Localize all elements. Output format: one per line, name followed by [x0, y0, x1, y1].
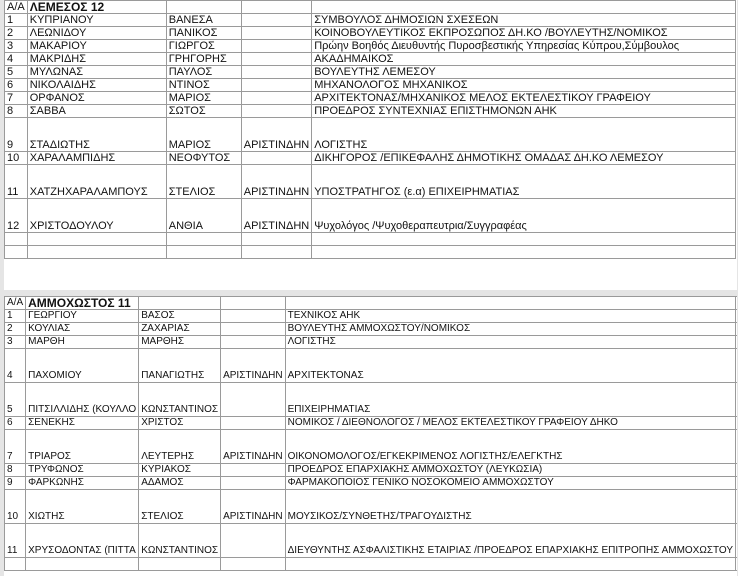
table-row [5, 464, 738, 477]
empty-cell[interactable] [736, 430, 737, 464]
empty-cell[interactable] [166, 1, 241, 14]
note-cell[interactable]: ΑΡΙΣΤΙΝΔΗΝ [241, 165, 311, 199]
surname-cell[interactable]: ΟΡΦΑΝΟΣ [27, 92, 166, 105]
empty-cell[interactable] [736, 310, 737, 323]
table-row [5, 79, 736, 92]
empty-cell[interactable] [736, 524, 737, 558]
table-row [5, 53, 736, 66]
note-cell[interactable] [241, 40, 311, 53]
empty-cell[interactable] [5, 558, 26, 571]
index-column-header[interactable]: Α/Α [5, 297, 26, 310]
note-cell[interactable] [221, 383, 286, 417]
occupation-cell[interactable]: ΠΡΟΕΔΡΟΣ ΣΥΝΤΕΧΝΙΑΣ ΕΠΙΣΤΗΜΟΝΩΝ ΑΗΚ [312, 105, 736, 118]
row-number-cell[interactable]: 5 [5, 383, 26, 417]
table-row [5, 92, 736, 105]
note-cell[interactable] [241, 27, 311, 40]
candidates-table-ammochostos [4, 296, 737, 571]
table-row [5, 323, 738, 336]
occupation-cell[interactable]: Πρώην Βοηθός Διευθυντής Πυροσβεστικής Υπηρεσίας Κύπρου,Σύμβουλος [312, 40, 736, 53]
note-cell[interactable] [241, 53, 311, 66]
row-number-cell[interactable]: 7 [5, 430, 26, 464]
empty-cell[interactable] [736, 383, 737, 417]
first-name-cell[interactable]: ΝΤΙΝΟΣ [166, 79, 241, 92]
occupation-cell[interactable]: ΣΥΜΒΟΥΛΟΣ ΔΗΜΟΣΙΩΝ ΣΧΕΣΕΩΝ [312, 14, 736, 27]
surname-cell[interactable]: ΚΥΠΡΙΑΝΟΥ [27, 14, 166, 27]
occupation-cell[interactable]: ΛΟΓΙΣΤΗΣ [312, 118, 736, 152]
note-cell[interactable] [221, 524, 286, 558]
occupation-cell[interactable]: ΑΚΑΔΗΜΑΙΚΟΣ [312, 53, 736, 66]
row-number-cell[interactable]: 4 [5, 349, 26, 383]
surname-cell[interactable]: ΝΙΚΟΛΑΙΔΗΣ [27, 79, 166, 92]
first-name-cell[interactable]: ΒΑΝΕΣΑ [166, 14, 241, 27]
empty-row [5, 246, 736, 259]
empty-cell[interactable] [312, 1, 736, 14]
table-row [5, 310, 738, 323]
first-name-cell[interactable]: ΑΝΘΙΑ [166, 199, 241, 233]
note-cell[interactable] [241, 152, 311, 165]
occupation-cell[interactable]: ΑΡΧΙΤΕΚΤΟΝΑΣ/ΜΗΧΑΝΙΚΟΣ ΜΕΛΟΣ ΕΚΤΕΛΕΣΤΙΚΟΥ ΓΡΑΦΕΙΟΥ [312, 92, 736, 105]
occupation-cell[interactable]: ΒΟΥΛΕΥΤΗΣ ΑΜΜΟΧΩΣΤΟΥ/ΝΟΜΙΚΟΣ [285, 323, 735, 336]
occupation-cell[interactable]: ΜΟΥΣΙΚΟΣ/ΣΥΝΘΕΤΗΣ/ΤΡΑΓΟΥΔΙΣΤΗΣ [285, 490, 735, 524]
row-number-cell[interactable]: 10 [5, 490, 26, 524]
table-row [5, 118, 736, 152]
surname-cell[interactable]: ΛΕΩΝΙΔΟΥ [27, 27, 166, 40]
surname-cell[interactable]: ΠΙΤΣΙΛΛΙΔΗΣ (ΚΟΥΛΛΟ [26, 383, 139, 417]
table-row [5, 165, 736, 199]
empty-cell[interactable] [736, 336, 737, 349]
first-name-cell[interactable]: ΒΑΣΟΣ [139, 310, 221, 323]
first-name-cell[interactable]: ΖΑΧΑΡΙΑΣ [139, 323, 221, 336]
empty-cell[interactable] [139, 297, 221, 310]
occupation-cell[interactable]: ΟΙΚΟΝΟΜΟΛΟΓΟΣ/ΕΓΚΕΚΡΙΜΕΝΟΣ ΛΟΓΙΣΤΗΣ/ΕΛΕΓΚΤΗΣ [285, 430, 735, 464]
occupation-cell[interactable]: ΒΟΥΛΕΥΤΗΣ ΛΕΜΕΣΟΥ [312, 66, 736, 79]
surname-cell[interactable]: ΚΟΥΛΙΑΣ [26, 323, 139, 336]
first-name-cell[interactable]: ΓΡΗΓΟΡΗΣ [166, 53, 241, 66]
empty-row [5, 558, 738, 571]
surname-cell[interactable]: ΜΑΚΑΡΙΟΥ [27, 40, 166, 53]
surname-cell[interactable]: ΧΡΥΣΟΔΟΝΤΑΣ (ΠΙΤΤΑ [26, 524, 139, 558]
row-number-cell[interactable]: 5 [5, 66, 28, 79]
row-number-cell[interactable]: 8 [5, 105, 28, 118]
row-number-cell[interactable]: 3 [5, 336, 26, 349]
empty-cell[interactable] [241, 1, 311, 14]
occupation-cell[interactable]: ΑΡΧΙΤΕΚΤΟΝΑΣ [285, 349, 735, 383]
empty-cell[interactable] [285, 297, 735, 310]
surname-cell[interactable]: ΜΑΡΘΗ [26, 336, 139, 349]
row-number-cell[interactable]: 10 [5, 152, 28, 165]
header-row [5, 297, 738, 310]
row-number-cell[interactable]: 9 [5, 477, 26, 490]
empty-cell[interactable] [166, 233, 241, 246]
empty-cell[interactable] [736, 490, 737, 524]
empty-cell[interactable] [736, 297, 737, 310]
surname-cell[interactable]: ΦΑΡΚΩΝΗΣ [26, 477, 139, 490]
empty-cell[interactable] [736, 477, 737, 490]
empty-cell[interactable] [5, 246, 28, 259]
surname-cell[interactable]: ΧΑΡΑΛΑΜΠΙΔΗΣ [27, 152, 166, 165]
table-row [5, 199, 736, 233]
empty-cell[interactable] [312, 246, 736, 259]
note-cell[interactable]: ΑΡΙΣΤΙΝΔΗΝ [221, 349, 286, 383]
table-row [5, 27, 736, 40]
empty-cell[interactable] [27, 246, 166, 259]
surname-cell[interactable]: ΣΕΝΕΚΗΣ [26, 417, 139, 430]
surname-cell[interactable]: ΤΡΙΑΡΟΣ [26, 430, 139, 464]
occupation-cell[interactable]: ΤΕΧΝΙΚΟΣ ΑΗΚ [285, 310, 735, 323]
table-row [5, 152, 736, 165]
first-name-cell[interactable]: ΑΔΑΜΟΣ [139, 477, 221, 490]
empty-cell[interactable] [26, 558, 139, 571]
occupation-cell[interactable]: ΔΙΕΥΘΥΝΤΗΣ ΑΣΦΑΛΙΣΤΙΚΗΣ ΕΤΑΙΡΙΑΣ /ΠΡΟΕΔΡΟΣ ΕΠΑΡΧΙΑΚΗΣ ΕΠΙΤΡΟΠΗΣ ΑΜΜΟΧΩΣΤΟΥ [285, 524, 735, 558]
note-cell[interactable]: ΑΡΙΣΤΙΝΔΗΝ [241, 199, 311, 233]
note-cell[interactable] [241, 14, 311, 27]
table-row [5, 490, 738, 524]
first-name-cell[interactable]: ΚΩΝΣΤΑΝΤΙΝΟΣ [139, 383, 221, 417]
table-row [5, 66, 736, 79]
surname-cell[interactable]: ΧΑΤΖΗΧΑΡΑΛΑΜΠΟΥΣ [27, 165, 166, 199]
occupation-cell[interactable]: Ψυχολόγος /Ψυχοθεραπευτρια/Συγγραφέας [312, 199, 736, 233]
note-cell[interactable]: ΑΡΙΣΤΙΝΔΗΝ [241, 118, 311, 152]
row-number-cell[interactable]: 7 [5, 92, 28, 105]
first-name-cell[interactable]: ΜΑΡΙΟΣ [166, 92, 241, 105]
table-row [5, 105, 736, 118]
empty-cell[interactable] [166, 246, 241, 259]
row-number-cell[interactable]: 3 [5, 40, 28, 53]
empty-cell[interactable] [736, 464, 737, 477]
first-name-cell[interactable]: ΚΥΡΙΑΚΟΣ [139, 464, 221, 477]
note-cell[interactable] [221, 323, 286, 336]
spreadsheet-section-lemesos [4, 0, 737, 290]
candidates-table-lemesos [4, 0, 736, 259]
empty-cell[interactable] [221, 558, 286, 571]
first-name-cell[interactable]: ΠΑΝΙΚΟΣ [166, 27, 241, 40]
row-number-cell[interactable]: 2 [5, 27, 28, 40]
empty-cell[interactable] [221, 297, 286, 310]
index-column-header[interactable]: Α/Α [5, 1, 28, 14]
occupation-cell[interactable]: ΔΙΚΗΓΟΡΟΣ /ΕΠΙΚΕΦΑΛΗΣ ΔΗΜΟΤΙΚΗΣ ΟΜΑΔΑΣ ΔΗ.ΚΟ ΛΕΜΕΣΟΥ [312, 152, 736, 165]
empty-cell[interactable] [139, 558, 221, 571]
first-name-cell[interactable]: ΝΕΟΦΥΤΟΣ [166, 152, 241, 165]
row-number-cell[interactable]: 1 [5, 14, 28, 27]
empty-cell[interactable] [312, 233, 736, 246]
row-number-cell[interactable]: 1 [5, 310, 26, 323]
note-cell[interactable] [221, 417, 286, 430]
table-row [5, 336, 738, 349]
surname-cell[interactable]: ΓΕΩΡΓΙΟΥ [26, 310, 139, 323]
first-name-cell[interactable]: ΜΑΡΘΗΣ [139, 336, 221, 349]
note-cell[interactable] [241, 66, 311, 79]
surname-cell[interactable]: ΜΥΛΩΝΑΣ [27, 66, 166, 79]
surname-cell[interactable]: ΧΡΙΣΤΟΔΟΥΛΟΥ [27, 199, 166, 233]
empty-cell[interactable] [736, 349, 737, 383]
table-row [5, 477, 738, 490]
table-row [5, 524, 738, 558]
occupation-cell[interactable]: ΝΟΜΙΚΟΣ / ΔΙΕΘΝΟΛΟΓΟΣ / ΜΕΛΟΣ ΕΚΤΕΛΕΣΤΙΚΟΥ ΓΡΑΦΕΙΟΥ ΔΗΚΟ [285, 417, 735, 430]
surname-cell[interactable]: ΠΑΧΟΜΙΟΥ [26, 349, 139, 383]
first-name-cell[interactable]: ΧΡΙΣΤΟΣ [139, 417, 221, 430]
note-cell[interactable] [221, 477, 286, 490]
empty-cell[interactable] [241, 246, 311, 259]
spreadsheet-section-ammochostos [4, 296, 737, 576]
row-number-cell[interactable]: 4 [5, 53, 28, 66]
row-number-cell[interactable]: 12 [5, 199, 28, 233]
empty-cell[interactable] [241, 233, 311, 246]
first-name-cell[interactable]: ΣΤΕΛΙΟΣ [166, 165, 241, 199]
empty-cell[interactable] [736, 417, 737, 430]
surname-cell[interactable]: ΤΡΥΦΩΝΟΣ [26, 464, 139, 477]
empty-row [5, 233, 736, 246]
first-name-cell[interactable]: ΣΤΕΛΙΟΣ [139, 490, 221, 524]
header-row [5, 1, 736, 14]
first-name-cell[interactable]: ΣΩΤΟΣ [166, 105, 241, 118]
table-row [5, 383, 738, 417]
surname-cell[interactable]: ΜΑΚΡΙΔΗΣ [27, 53, 166, 66]
note-cell[interactable] [241, 105, 311, 118]
first-name-cell[interactable]: ΚΩΝΣΤΑΝΤΙΝΟΣ [139, 524, 221, 558]
row-number-cell[interactable]: 8 [5, 464, 26, 477]
table-row [5, 40, 736, 53]
note-cell[interactable] [241, 92, 311, 105]
first-name-cell[interactable]: ΓΙΩΡΓΟΣ [166, 40, 241, 53]
note-cell[interactable] [221, 310, 286, 323]
occupation-cell[interactable]: ΜΗΧΑΝΟΛΟΓΟΣ ΜΗΧΑΝΙΚΟΣ [312, 79, 736, 92]
table-row [5, 14, 736, 27]
row-number-cell[interactable]: 11 [5, 524, 26, 558]
row-number-cell[interactable]: 11 [5, 165, 28, 199]
occupation-cell[interactable]: ΠΡΟΕΔΡΟΣ ΕΠΑΡΧΙΑΚΗΣ ΑΜΜΟΧΩΣΤΟΥ (ΛΕΥΚΩΣΙΑ) [285, 464, 735, 477]
empty-cell[interactable] [736, 323, 737, 336]
row-number-cell[interactable]: 6 [5, 79, 28, 92]
first-name-cell[interactable]: ΠΑΥΛΟΣ [166, 66, 241, 79]
table-row [5, 349, 738, 383]
row-number-cell[interactable]: 6 [5, 417, 26, 430]
occupation-cell[interactable]: ΕΠΙΧΕΙΡΗΜΑΤΙΑΣ [285, 383, 735, 417]
section-title[interactable]: ΛΕΜΕΣΟΣ 12 [27, 1, 166, 14]
row-number-cell[interactable]: 2 [5, 323, 26, 336]
occupation-cell[interactable]: ΛΟΓΙΣΤΗΣ [285, 336, 735, 349]
empty-cell[interactable] [27, 233, 166, 246]
note-cell[interactable]: ΑΡΙΣΤΙΝΔΗΝ [221, 490, 286, 524]
section-title[interactable]: ΑΜΜΟΧΩΣΤΟΣ 11 [26, 297, 139, 310]
note-cell[interactable]: ΑΡΙΣΤΙΝΔΗΝ [221, 430, 286, 464]
occupation-cell[interactable]: ΚΟΙΝΟΒΟΥΛΕΥΤΙΚΟΣ ΕΚΠΡΟΣΩΠΟΣ ΔΗ.ΚΟ /ΒΟΥΛΕΥΤΗΣ/ΝΟΜΙΚΟΣ [312, 27, 736, 40]
surname-cell[interactable]: ΧΙΩΤΗΣ [26, 490, 139, 524]
occupation-cell[interactable]: ΥΠΟΣΤΡΑΤΗΓΟΣ (ε.α) ΕΠΙΧΕΙΡΗΜΑΤΙΑΣ [312, 165, 736, 199]
table-row [5, 417, 738, 430]
note-cell[interactable] [221, 464, 286, 477]
surname-cell[interactable]: ΣΑΒΒΑ [27, 105, 166, 118]
row-number-cell[interactable]: 9 [5, 118, 28, 152]
surname-cell[interactable]: ΣΤΑΔΙΩΤΗΣ [27, 118, 166, 152]
first-name-cell[interactable]: ΠΑΝΑΓΙΩΤΗΣ [139, 349, 221, 383]
empty-cell[interactable] [285, 558, 735, 571]
note-cell[interactable] [241, 79, 311, 92]
occupation-cell[interactable]: ΦΑΡΜΑΚΟΠΟΙΟΣ ΓΕΝΙΚΟ ΝΟΣΟΚΟΜΕΙΟ ΑΜΜΟΧΩΣΤΟΥ [285, 477, 735, 490]
empty-cell[interactable] [5, 233, 28, 246]
first-name-cell[interactable]: ΛΕΥΤΕΡΗΣ [139, 430, 221, 464]
note-cell[interactable] [221, 336, 286, 349]
empty-cell[interactable] [736, 558, 737, 571]
first-name-cell[interactable]: ΜΑΡΙΟΣ [166, 118, 241, 152]
table-row [5, 430, 738, 464]
